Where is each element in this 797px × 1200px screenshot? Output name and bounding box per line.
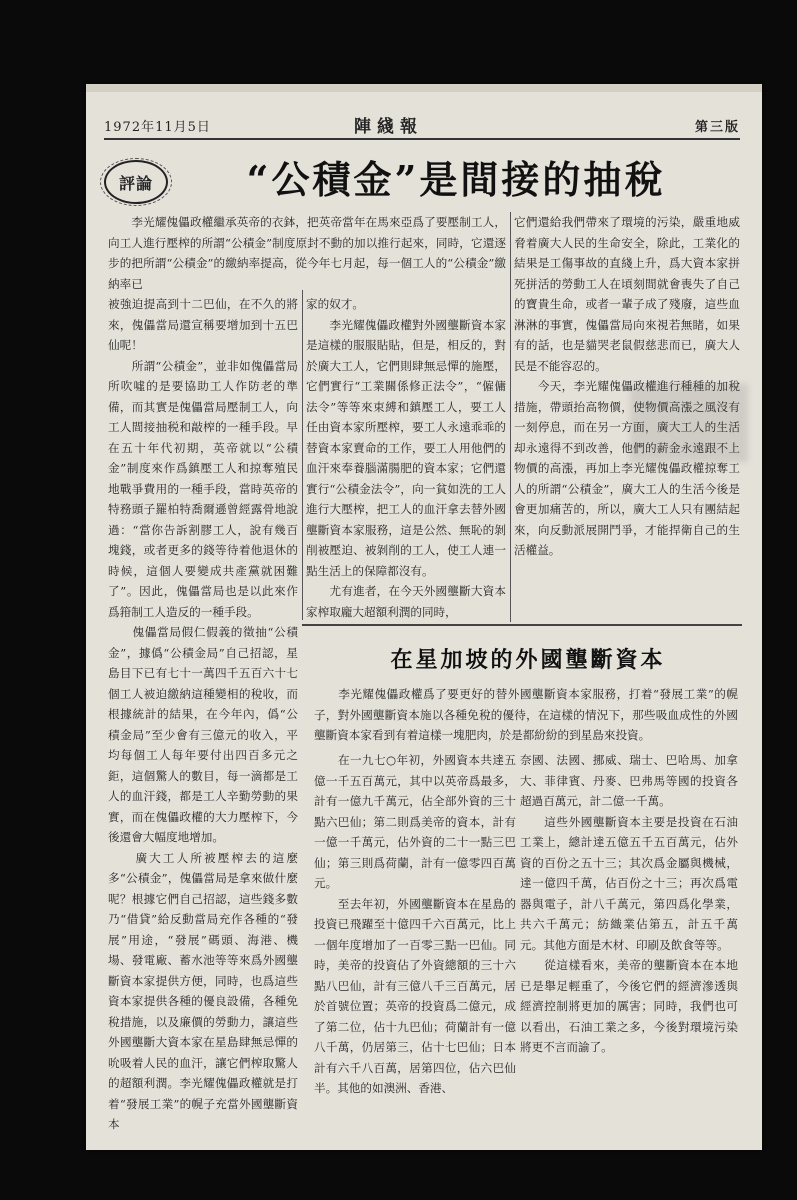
issue-date: 1972年11月5日 xyxy=(104,120,211,135)
column-divider xyxy=(510,212,511,622)
article-column-2: 奈國、法國、挪威、瑞士、巴哈馬、加拿大、菲律賓、丹麥、巴弗馬等國的投資各超過百萬元，計二億一千萬。 這些外國壟斷資本主要是投資在石油工業上，總計達五億五千五百萬元，佔外資的百份之五十三；其次爲金屬與機械，達一億四千萬，佔百份之十三；再次爲電器與電子，計八千萬元，第四爲化學業，共六千萬元；紡織業佔第五，計五千萬元。其他方面是木材、印刷及飲食等等。 從這樣看來，美帝的壟斷資本在本地已是舉足輕重了，今後它們的經濟滲透與經濟控制將更加的厲害；同時，我們也可以看出，石油工業之多，今後對環境污染將更不言而諭了。 xyxy=(520,753,738,1054)
commentary-badge: 評論 xyxy=(104,160,168,204)
section-divider xyxy=(302,624,742,626)
editorial-lead: 李光耀傀儡政權繼承英帝的衣鉢，把英帝當年在馬來亞爲了要壓制工人，向工人進行壓榨的所謂“公積金”制度原封不動的加以推行起來，同時，它還逐步的把所謂“公積金”的繳納率提高，從今年七月起，每一個工人的“公積金”繳納率已 xyxy=(108,215,506,291)
editorial-column-3: 它們還給我們帶來了環境的污染，嚴重地威脅着廣大人民的生命安全，除此，工業化的結果是工傷事故的直綫上升，爲大資本家拼死拼活的勞動工人在頃刻間就會喪失了自己的寶貴生命，或者一輩子成了殘廢，這些血淋淋的事實，傀儡當局向來視若無睹，如果有的話，也是貓哭老鼠假慈悲而已，廣大人民是不能容忍的。 今天，李光耀傀儡政權進行種種的加稅措施，帶頭抬高物價，使物價高漲之風沒有一刻停息，而在另一方面，廣大工人的生活却永遠得不到改善，他們的薪金永遠跟不上物價的高漲，再加上李光耀傀儡政權掠奪工人的所謂“公積金”，廣大工人的生活今後是會更加痛苦的，所以，廣大工人只有團結起來，向反動派展開鬥爭，才能捍衛自己的生活權益。 xyxy=(514,215,740,557)
page-number: 第三版 xyxy=(694,120,740,135)
newspaper-name: 陣綫報 xyxy=(354,117,423,137)
editorial-column-1: 被強迫提高到十二巴仙，在不久的將來，傀儡當局還宣稱要增加到十五巴仙呢！ 所謂“公積金”，並非如傀儡當局所吹噓的是要協助工人作防老的準備，而其實是傀儡當局壓制工人，向工人間接抽税和敲榨的一種手段。早在五十年代初期，英帝就以“公積金”制度來作爲鎮壓工人和掠奪殖民地戰爭費用的一種手段，當時英帝的特務頭子羅柏特喬爾遜曾經露骨地說過：“當你告訴割膠工人，說有幾百塊錢，或者更多的錢等待着他退休的時候，這個人要變成共產黨就困難了”。因此，傀儡當局也是以此來作爲箝制工人造反的一種手段。 傀儡當局假仁假義的徵抽“公積金”，據僞“公積金局”自己招認，星島目下已有七十一萬四千五百六十七個工人被迫繳納這種變相的稅收，而根據統計的結果，在今年內，僞“公積金局”至少會有三億元的收入，平均每個工人每年要付出四百多元之鉅，這個驚人的數目，每一滴都是工人的血汗錢，都是工人辛勤勞動的果實，而在傀儡政權的大力壓榨下，今後還會大幅度地增加。 廣大工人所被壓榨去的這麼多“公積金”，傀儡當局是拿來做什麼呢？根據它們自己招認，這些錢多數乃“借貸”給反動當局充作各種的“發展”用途，“發展”碼頭、海港、機場、發電廠、蓄水池等等來爲外國壟斷資本家提供方便，同時，也爲這些資本家提供各種的優良設備，各種免稅措施，以及廉價的勞動力，讓這些外國壟斷大資本家在星島肆無忌憚的吮吸着人民的血汗，讓它們榨取驚人的超額利潤。李光耀傀儡政權就是打着“發展工業”的幌子充當外國壟斷資本 xyxy=(108,297,298,1131)
article-lead: 李光耀傀儡政權爲了要更好的替外國壟斷資本家服務，打着“發展工業”的幌子，對外國壟斷資本施以各種免稅的優待，在這樣的情況下，那些吸血成性的外國壟斷資本家看到有着這樣一塊肥肉，於是都紛紛的到星島來投資。 xyxy=(314,687,738,742)
column-divider xyxy=(302,290,303,620)
masthead xyxy=(104,114,740,140)
article-column-1: 在一九七○年初，外國資本共達五億一千五百萬元，其中以英帝爲最多，計有一億九千萬元，佔全部外資的三十 點六巴仙；第二則爲美帝的資本，計有一億一千萬元，佔外資的二十一點三巴仙；第三則爲荷蘭，計有一億零四百萬元。 至去年初，外國壟斷資本在星島的投資已飛躍至十億四千六百萬元，比上一個年度增加了一百零三點一巴仙。同時，美帝的投資佔了外資總額的三十六點八巴仙，計有三億八千三百萬元，居於首號位置；英帝的投資爲二億元，成了第二位，佔十九巴仙；荷蘭計有一億八千萬，仍居第三，佔十七巴仙；日本計有六千八百萬，居第四位，佔六巴仙半。其他的如澳洲、香港、 xyxy=(314,753,516,1095)
newspaper-page xyxy=(86,84,762,1150)
editorial-column-2: 家的奴才。 李光耀傀儡政權對外國壟斷資本家是這樣的服服貼貼，但是，相反的，對於廣大工人，它們則肆無忌憚的施壓，它們實行“工業關係修正法令”，“僱傭法令”等等來束縛和鎮壓工人，要工人任由資本家所壓榨，要工人永遠乖乖的替資本家賣命的工作，要工人用他們的血汗來奉養腦滿腸肥的資本家；它們還實行“公積金法令”，向一貧如洗的工人進行大壓榨，把工人的血汗拿去替外國壟斷資本家服務，這是公然、無恥的剝削被壓迫、被剝削的工人，使工人連一點生活上的保障都沒有。 尤有進者，在今天外國壟斷大資本家榨取龐大超額利潤的同時， xyxy=(306,297,506,619)
article-headline: 在星加坡的外國壟斷資本 xyxy=(390,647,666,673)
editorial-headline: “公積金”是間接的抽稅 xyxy=(246,157,666,202)
